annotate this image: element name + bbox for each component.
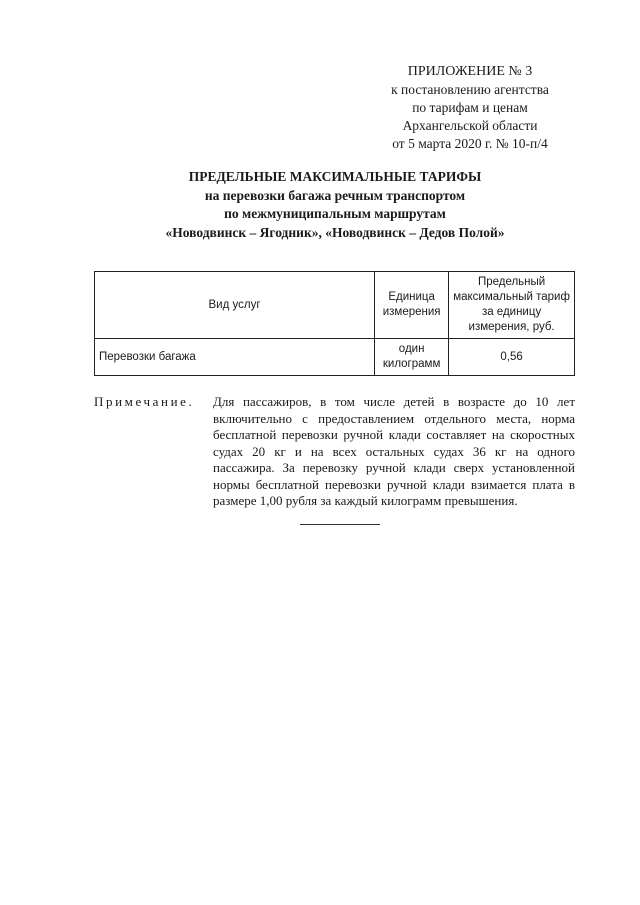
- appendix-line-date: от 5 марта 2020 г. № 10-п/4: [392, 136, 548, 151]
- cell-tariff-value: 0,56: [449, 339, 575, 376]
- table-header-row: [95, 272, 575, 339]
- cell-service: Перевозки багажа: [95, 339, 375, 376]
- header-unit: Единица измерения: [375, 272, 449, 339]
- title-subject: на перевозки багажа речным транспортом: [204, 187, 466, 203]
- appendix-line-agency: по тарифам и ценам: [412, 100, 528, 115]
- header-tariff: Предельный максимальный тариф за единицу измерения, руб.: [449, 272, 575, 339]
- document-title: [0, 168, 640, 242]
- title-routes-type: по межмуниципальным маршрутам: [224, 206, 446, 221]
- appendix-header: [300, 63, 640, 153]
- title-main: ПРЕДЕЛЬНЫЕ МАКСИМАЛЬНЫЕ ТАРИФЫ: [188, 169, 482, 184]
- table-row: [95, 339, 575, 376]
- appendix-number: ПРИЛОЖЕНИЕ № 3: [407, 64, 533, 79]
- title-routes: «Новодвинск – Ягодник», «Новодвинск – Дедов Полой»: [165, 224, 505, 240]
- closing-rule: [300, 524, 380, 525]
- note-label: Примечание.: [94, 394, 195, 409]
- appendix-line-resolution: к постановлению агентства: [391, 82, 549, 97]
- cell-unit: один килограмм: [375, 339, 449, 376]
- tariff-table: [94, 271, 575, 376]
- header-service: Вид услуг: [95, 272, 375, 339]
- note-text: Для пассажиров, в том числе детей в возрасте до 10 лет включительно с предоставлением отдельного места, норма бесплатной перевозки ручной клади составляет на скоростных судах 20 кг и на всех остальных судах 36 кг на одного пассажира. За перевозку ручной клади сверх установленной нормы бесплатной перевозки ручной клади взимается плата в размере 1,00 рубля за каждый килограмм превышения.: [213, 394, 575, 508]
- appendix-line-region: Архангельской области: [402, 118, 538, 133]
